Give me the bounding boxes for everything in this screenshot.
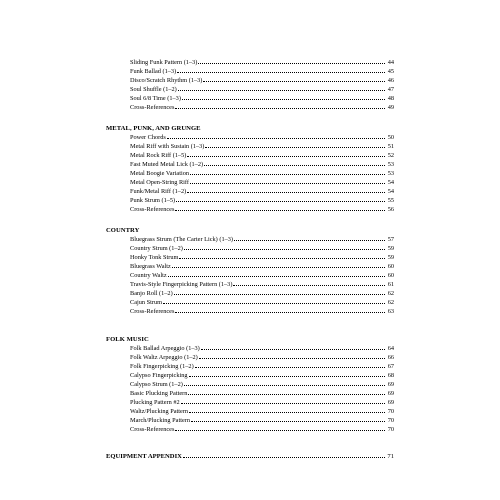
dot-leader xyxy=(183,452,385,458)
entry-page: 70 xyxy=(387,417,394,424)
toc-entry xyxy=(106,187,394,196)
toc-entry xyxy=(106,178,394,187)
dot-leader xyxy=(233,280,385,286)
entry-title: Folk Fingerpicking (1–2) xyxy=(130,363,194,370)
section-heading: COUNTRY xyxy=(106,227,140,234)
toc-entry xyxy=(106,262,394,271)
toc-entry xyxy=(106,94,394,103)
entry-page: 45 xyxy=(387,68,394,75)
toc-entry xyxy=(106,307,394,316)
entry-page: 54 xyxy=(387,188,394,195)
entry-page: 49 xyxy=(387,104,394,111)
toc-entry xyxy=(106,380,394,389)
dot-leader xyxy=(201,344,385,350)
entry-title: Bluegrass Strum (The Carter Lick) (1–3) xyxy=(130,236,233,243)
dot-leader xyxy=(179,253,385,259)
entry-page: 59 xyxy=(387,245,394,252)
dot-leader xyxy=(172,262,385,268)
toc-entry xyxy=(106,289,394,298)
entry-page: 46 xyxy=(387,77,394,84)
section-heading: FOLK MUSIC xyxy=(106,336,149,343)
entry-title: Punk Strum (1–5) xyxy=(130,197,176,204)
entry-page: 53 xyxy=(387,170,394,177)
entry-page: 51 xyxy=(387,143,394,150)
entry-title: Cajun Strum xyxy=(130,299,163,306)
toc-entry xyxy=(106,353,394,362)
toc-entry xyxy=(106,151,394,160)
entry-page: 44 xyxy=(387,59,394,66)
toc-entry xyxy=(106,425,394,434)
dot-leader xyxy=(187,151,385,157)
dot-leader xyxy=(198,58,385,64)
entry-title: Folk Waltz Arpeggio (1–2) xyxy=(130,354,198,361)
toc-entry xyxy=(106,160,394,169)
entry-page: 62 xyxy=(387,290,394,297)
entry-title: Soul 6/8 Time (1–3) xyxy=(130,95,181,102)
entry-title: Plucking Pattern #2 xyxy=(130,399,180,406)
toc-entry xyxy=(106,235,394,244)
toc-section-appendix xyxy=(106,452,394,461)
entry-page: 68 xyxy=(387,372,394,379)
dot-leader xyxy=(203,76,385,82)
entry-page: 56 xyxy=(387,206,394,213)
toc-entry xyxy=(106,371,394,380)
toc-entry xyxy=(106,253,394,262)
entry-page: 63 xyxy=(387,308,394,315)
dot-leader xyxy=(204,160,385,166)
entry-title: Metal Boogie Variation xyxy=(130,170,189,177)
entry-page: 57 xyxy=(387,236,394,243)
dot-leader xyxy=(175,103,385,109)
entry-page: 69 xyxy=(387,381,394,388)
toc-entry xyxy=(106,407,394,416)
entry-page: 62 xyxy=(387,299,394,306)
entry-title: Calypso Fingerpicking xyxy=(130,372,188,379)
entry-page: 47 xyxy=(387,86,394,93)
toc-entry xyxy=(106,76,394,85)
entry-title: Cross-References xyxy=(130,206,175,213)
entry-title: Cross-References xyxy=(130,308,175,315)
entry-title: Honky Tonk Strum xyxy=(130,254,179,261)
toc-entry xyxy=(106,362,394,371)
entry-title: Cross-References xyxy=(130,426,175,433)
toc-entry xyxy=(106,85,394,94)
entry-title: Power Chords xyxy=(130,134,166,141)
entry-page: 69 xyxy=(387,399,394,406)
toc-entry xyxy=(106,67,394,76)
entry-page: 52 xyxy=(387,152,394,159)
dot-leader xyxy=(205,142,385,148)
toc-entry xyxy=(106,196,394,205)
entry-page: 70 xyxy=(387,408,394,415)
toc-section-country xyxy=(106,226,394,316)
entry-page: 67 xyxy=(387,363,394,370)
dot-leader xyxy=(190,178,385,184)
dot-leader xyxy=(190,169,385,175)
entry-page: 54 xyxy=(387,179,394,186)
toc-section-funk-continued xyxy=(106,58,394,112)
toc-entry xyxy=(106,205,394,214)
entry-page: 53 xyxy=(387,161,394,168)
entry-page: 64 xyxy=(387,345,394,352)
dot-leader xyxy=(175,205,385,211)
entry-title: Fast Muted Metal Lick (1–2) xyxy=(130,161,204,168)
dot-leader xyxy=(188,389,385,395)
dot-leader xyxy=(181,398,385,404)
dot-leader xyxy=(163,298,385,304)
entry-title: Funk Ballad (1–3) xyxy=(130,68,177,75)
dot-leader xyxy=(182,94,385,100)
entry-page: 66 xyxy=(387,354,394,361)
dot-leader xyxy=(189,407,385,413)
entry-title: Soul Shuffle (1–2) xyxy=(130,86,177,93)
toc-entry xyxy=(106,103,394,112)
dot-leader xyxy=(195,362,385,368)
entry-title: Sliding Funk Pattern (1–3) xyxy=(130,59,198,66)
section-heading: METAL, PUNK, AND GRUNGE xyxy=(106,125,201,132)
toc-section-folk xyxy=(106,335,394,434)
toc-section-metal xyxy=(106,124,394,214)
dot-leader xyxy=(175,307,385,313)
dot-leader xyxy=(168,271,385,277)
dot-leader xyxy=(167,133,385,139)
entry-title: Basic Plucking Pattern xyxy=(130,390,188,397)
dot-leader xyxy=(189,371,385,377)
dot-leader xyxy=(174,289,385,295)
entry-page: 69 xyxy=(387,390,394,397)
entry-page: 60 xyxy=(387,272,394,279)
entry-title: Travis-Style Fingerpicking Pattern (1–3) xyxy=(130,281,233,288)
dot-leader xyxy=(199,353,385,359)
toc-entry xyxy=(106,298,394,307)
toc-entry xyxy=(106,169,394,178)
entry-title: Metal Rock Riff (1–5) xyxy=(130,152,187,159)
entry-page: 70 xyxy=(387,426,394,433)
entry-page: 48 xyxy=(387,95,394,102)
entry-title: Calypso Strum (1–2) xyxy=(130,381,183,388)
entry-title: Disco/Scratch Rhythm (1–3) xyxy=(130,77,203,84)
entry-title: Folk Ballad Arpeggio (1–3) xyxy=(130,345,200,352)
toc-entry xyxy=(106,271,394,280)
entry-title: Funk/Metal Riff (1–2) xyxy=(130,188,187,195)
dot-leader xyxy=(184,380,385,386)
entry-page: 61 xyxy=(387,281,394,288)
dot-leader xyxy=(178,85,385,91)
entry-title: Country Waltz xyxy=(130,272,167,279)
appendix-page: 71 xyxy=(387,453,394,460)
entry-title: Metal Riff with Sustain (1–3) xyxy=(130,143,205,150)
dot-leader xyxy=(177,67,385,73)
dot-leader xyxy=(187,187,385,193)
toc-entry-appendix xyxy=(106,452,394,461)
dot-leader xyxy=(175,425,385,431)
entry-title: Cross-References xyxy=(130,104,175,111)
entry-title: Bluegrass Waltz xyxy=(130,263,171,270)
entry-title: Metal Open-String Riff xyxy=(130,179,189,186)
entry-title: Waltz/Plucking Pattern xyxy=(130,408,189,415)
toc-entry xyxy=(106,58,394,67)
appendix-title: EQUIPMENT APPENDIX xyxy=(106,453,182,460)
toc-entry xyxy=(106,133,394,142)
toc-entry xyxy=(106,280,394,289)
toc-entry xyxy=(106,244,394,253)
toc-entry xyxy=(106,344,394,353)
dot-leader xyxy=(191,416,385,422)
toc-entry xyxy=(106,398,394,407)
entry-page: 50 xyxy=(387,134,394,141)
dot-leader xyxy=(234,235,385,241)
toc-entry xyxy=(106,416,394,425)
toc-entry xyxy=(106,389,394,398)
entry-title: March/Plucking Pattern xyxy=(130,417,190,424)
dot-leader xyxy=(176,196,385,202)
entry-page: 60 xyxy=(387,263,394,270)
entry-title: Country Strum (1–2) xyxy=(130,245,183,252)
entry-page: 59 xyxy=(387,254,394,261)
entry-page: 55 xyxy=(387,197,394,204)
entry-title: Banjo Roll (1–2) xyxy=(130,290,173,297)
toc-entry xyxy=(106,142,394,151)
dot-leader xyxy=(184,244,385,250)
